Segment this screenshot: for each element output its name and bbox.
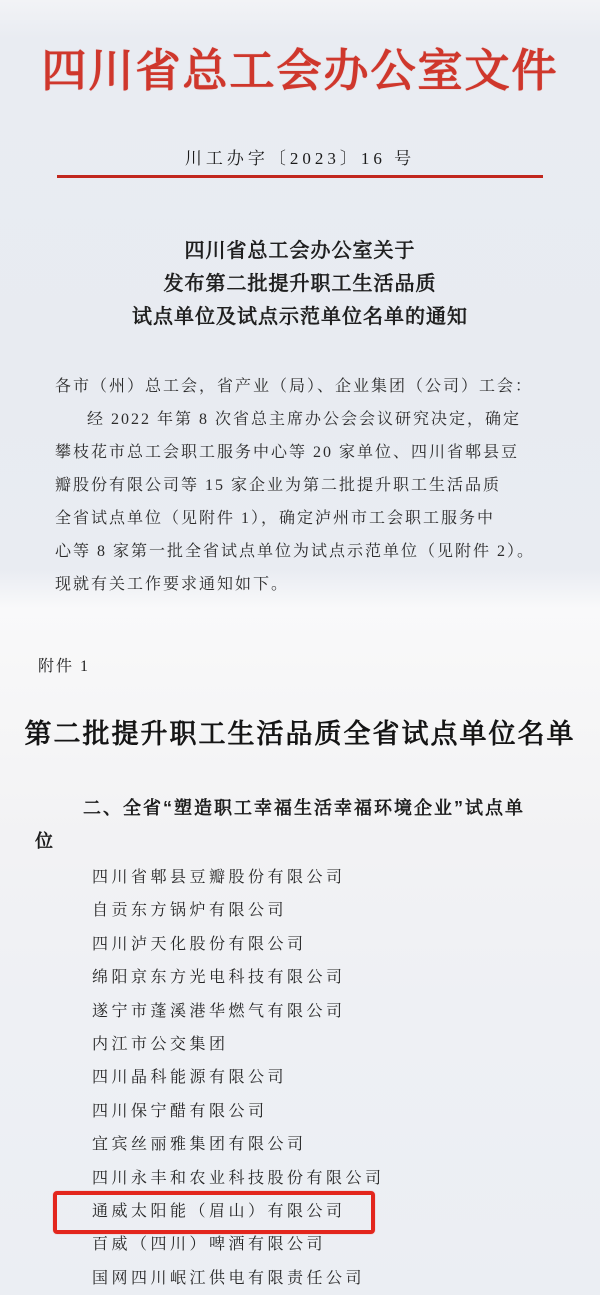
attachment-title: 第二批提升职工生活品质全省试点单位名单 (24, 719, 576, 749)
body-line: 攀枝花市总工会职工服务中心等 20 家单位、四川省郫县豆 (55, 444, 520, 461)
company-list-item: 四川泸天化股份有限公司 (92, 935, 307, 953)
company-list-item: 四川永丰和农业科技股份有限公司 (92, 1169, 385, 1187)
section-heading-line-2: 位 (35, 831, 55, 851)
notice-title-line-1: 四川省总工会办公室关于 (184, 240, 416, 262)
company-list-item: 自贡东方锅炉有限公司 (92, 902, 288, 920)
company-list-item: 遂宁市蓬溪港华燃气有限公司 (92, 1002, 346, 1020)
section-heading-line-1: 二、全省“塑造职工幸福生活幸福环境企业”试点单 (83, 798, 525, 818)
body-line: 现就有关工作要求通知如下。 (55, 576, 290, 593)
company-list-item: 宜宾丝丽雅集团有限公司 (92, 1136, 307, 1154)
notice-title-line-3: 试点单位及试点示范单位名单的通知 (132, 306, 468, 328)
notice-title (0, 235, 600, 334)
document-header-title: 四川省总工会办公室文件 (41, 46, 559, 96)
company-list-item: 四川晶科能源有限公司 (92, 1069, 288, 1087)
company-list-item: 百威（四川）啤酒有限公司 (92, 1236, 327, 1254)
company-list-item: 绵阳京东方光电科技有限公司 (92, 969, 346, 987)
body-line: 经 2022 年第 8 次省总主席办公会会议研究决定，确定 (87, 411, 522, 428)
pilot-company-list (92, 861, 385, 1295)
salutation-line: 各市（州）总工会，省产业（局）、企业集团（公司）工会： (55, 378, 534, 395)
section-heading (35, 792, 575, 858)
body-line: 全省试点单位（见附件 1），确定泸州市工会职工服务中 (55, 510, 496, 527)
company-list-item-highlighted: 通威太阳能（眉山）有限公司 (92, 1203, 346, 1221)
body-line: 心等 8 家第一批全省试点单位为试点示范单位（见附件 2）。 (55, 543, 536, 560)
company-list-item: 四川保宁醋有限公司 (92, 1102, 268, 1120)
notice-body (55, 370, 548, 601)
document-reference-number: 川工办字〔2023〕16 号 (184, 149, 416, 168)
notice-title-line-2: 发布第二批提升职工生活品质 (163, 273, 437, 295)
attachment-label: 附件 1 (38, 658, 91, 675)
red-divider-line (57, 175, 543, 178)
company-list-item: 内江市公交集团 (92, 1036, 229, 1054)
company-list-item: 国网四川岷江供电有限责任公司 (92, 1269, 366, 1287)
company-list-item: 四川省郫县豆瓣股份有限公司 (92, 869, 346, 886)
body-line: 瓣股份有限公司等 15 家企业为第二批提升职工生活品质 (55, 477, 502, 494)
